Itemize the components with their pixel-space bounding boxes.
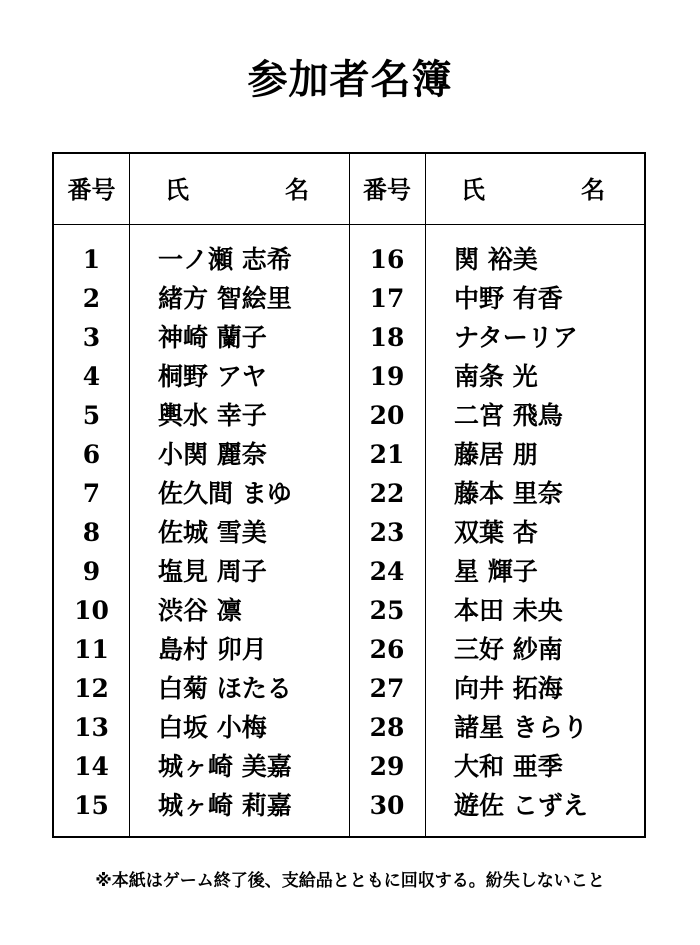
page-title: 参加者名簿 (247, 57, 453, 103)
participant-name: 藤居 朋 (454, 440, 538, 469)
list-item (54, 279, 644, 319)
participant-name: 星 輝子 (454, 557, 538, 586)
participant-number: 11 (74, 635, 109, 664)
participant-number: 18 (369, 323, 405, 352)
participant-name: 白菊 ほたる (158, 674, 292, 703)
participant-name: 城ヶ崎 美嘉 (158, 752, 292, 781)
participant-name: 双葉 杏 (454, 518, 538, 547)
participant-number: 13 (74, 713, 109, 742)
participant-number: 2 (82, 284, 101, 313)
header-number-left: 番号 (67, 176, 116, 204)
participant-number: 8 (82, 518, 101, 547)
participant-name: 南条 光 (454, 362, 538, 391)
participant-name: 遊佐 こずえ (454, 791, 588, 820)
participant-name: 神崎 蘭子 (158, 323, 267, 352)
list-item (54, 474, 644, 514)
participant-number: 25 (369, 596, 405, 625)
participant-number: 5 (82, 401, 101, 430)
list-item (54, 591, 644, 631)
participant-table (52, 152, 646, 838)
participant-number: 27 (369, 674, 405, 703)
list-item (54, 357, 644, 397)
participant-name: 一ノ瀬 志希 (158, 245, 292, 274)
participant-number: 21 (369, 440, 405, 469)
participant-name: 三好 紗南 (454, 635, 563, 664)
participant-name: 諸星 きらり (454, 713, 588, 742)
participant-name: 大和 亜季 (454, 752, 563, 781)
participant-number: 3 (82, 323, 101, 352)
participant-number: 26 (369, 635, 405, 664)
participant-name: 本田 未央 (454, 596, 563, 625)
participant-name: 向井 拓海 (454, 674, 563, 703)
participant-number: 12 (74, 674, 109, 703)
participant-number: 9 (82, 557, 101, 586)
participant-number: 22 (369, 479, 405, 508)
list-item (54, 747, 644, 787)
participant-name: 佐久間 まゆ (158, 479, 292, 508)
list-item (54, 552, 644, 592)
participant-number: 1 (82, 245, 101, 274)
header-name-part1: 氏 (165, 176, 189, 204)
participant-name: 塩見 周子 (158, 557, 267, 586)
participant-name: 中野 有香 (454, 284, 563, 313)
participant-number: 6 (82, 440, 101, 469)
participant-number: 7 (82, 479, 101, 508)
header-name-right (425, 170, 646, 210)
participant-number: 16 (369, 245, 405, 274)
participant-number: 17 (369, 284, 405, 313)
header-name-part1: 氏 (461, 176, 485, 204)
list-item (54, 396, 644, 436)
participant-name: 島村 卯月 (158, 635, 267, 664)
participant-name: 城ヶ崎 莉嘉 (158, 791, 292, 820)
participant-number: 4 (82, 362, 101, 391)
participant-name: 二宮 飛鳥 (454, 401, 563, 430)
list-item (54, 630, 644, 670)
participant-number: 15 (74, 791, 109, 820)
list-item (54, 708, 644, 748)
participant-name: ナターリア (454, 323, 578, 352)
participant-name: 渋谷 凛 (158, 596, 242, 625)
list-item (54, 435, 644, 475)
footnote: ※本紙はゲーム終了後、支給品とともに回収する。紛失しないこと (95, 871, 605, 891)
participant-number: 14 (74, 752, 109, 781)
list-item (54, 513, 644, 553)
participant-name: 白坂 小梅 (158, 713, 267, 742)
header-name-part2: 名 (285, 176, 309, 204)
list-item (54, 669, 644, 709)
list-item (54, 240, 644, 280)
header-number-right: 番号 (363, 176, 411, 204)
list-item (54, 786, 644, 826)
participant-number: 28 (369, 713, 405, 742)
participant-name: 藤本 里奈 (454, 479, 563, 508)
participant-name: 緒方 智絵里 (158, 284, 292, 313)
participant-number: 29 (369, 752, 405, 781)
participant-number: 10 (74, 596, 109, 625)
participant-name: 輿水 幸子 (158, 401, 267, 430)
participant-number: 20 (369, 401, 405, 430)
participant-number: 19 (369, 362, 405, 391)
participant-name: 関 裕美 (454, 245, 538, 274)
participant-number: 30 (369, 791, 405, 820)
header-name-part2: 名 (581, 176, 605, 204)
header-name-left (129, 170, 349, 210)
header-divider (54, 224, 644, 225)
participant-name: 桐野 アヤ (158, 362, 267, 391)
participant-number: 23 (369, 518, 405, 547)
participant-name: 佐城 雪美 (158, 518, 267, 547)
participant-number: 24 (369, 557, 405, 586)
participant-name: 小関 麗奈 (158, 440, 267, 469)
list-item (54, 318, 644, 358)
